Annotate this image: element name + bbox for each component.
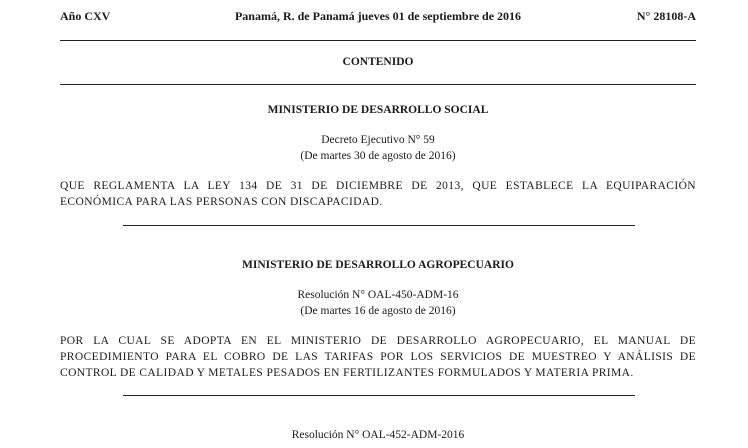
year-label: Año CXV [60, 9, 111, 23]
issue-number: N° 28108-A [636, 9, 696, 23]
decree-title: Resolución N° OAL-450-ADM-16 [297, 289, 459, 301]
header-divider [60, 40, 696, 41]
summary-line: QUE REGLAMENTA LA LEY 134 DE 31 DE DICIEMBRE DE 2013, QUE ESTABLECE LA EQUIPARACIÓN [60, 180, 696, 192]
summary-line: ECONÓMICA PARA LAS PERSONAS CON DISCAPACIDAD. [60, 196, 383, 208]
decree-summary [60, 333, 696, 381]
section-divider [123, 225, 635, 226]
ministry-heading: MINISTERIO DE DESARROLLO AGROPECUARIO [242, 259, 514, 271]
decree-title: Decreto Ejecutivo N° 59 [321, 134, 435, 146]
place-date: Panamá, R. de Panamá jueves 01 de septiembre de 2016 [234, 9, 522, 23]
contents-divider [60, 84, 696, 85]
summary-line: PROCEDIMIENTO PARA EL COBRO DE LAS TARIFAS POR LOS SERVICIOS DE MUESTREO Y ANÁLISIS DE [60, 351, 696, 363]
decree-date: (De martes 16 de agosto de 2016) [300, 305, 456, 317]
decree-summary [60, 178, 696, 210]
gazette-header [60, 9, 696, 29]
decree-date: (De martes 30 de agosto de 2016) [300, 150, 456, 162]
section-divider [123, 395, 635, 396]
ministry-heading: MINISTERIO DE DESARROLLO SOCIAL [267, 104, 489, 116]
summary-line: CONTROL DE CALIDAD Y METALES PESADOS EN FERTILIZANTES FORMULADOS Y MATERIA PRIMA. [60, 367, 634, 379]
summary-line: POR LA CUAL SE ADOPTA EN EL MINISTERIO DE DESARROLLO AGROPECUARIO, EL MANUAL DE [60, 335, 696, 347]
decree-title: Resolución N° OAL-452-ADM-2016 [291, 429, 465, 441]
contents-title: CONTENIDO [342, 56, 414, 68]
